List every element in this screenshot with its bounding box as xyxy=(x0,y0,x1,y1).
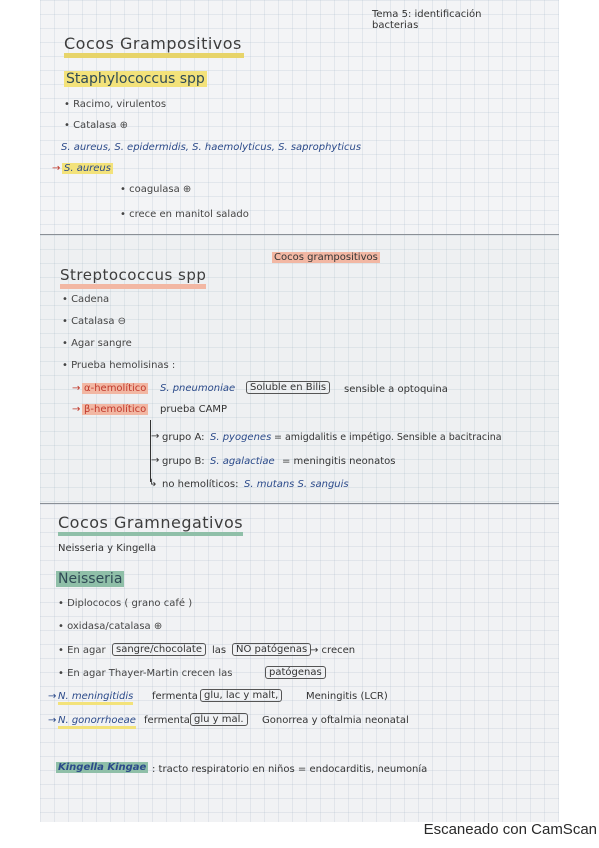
beta-hemolitico-label: β-hemolítico xyxy=(84,404,147,415)
staph-bullet-2: • Catalasa ⊕ xyxy=(64,120,129,131)
group-b-note: = meningitis neonatos xyxy=(282,456,396,467)
staphylococcus-heading: Staphylococcus spp xyxy=(66,71,205,87)
page-divider xyxy=(40,234,559,235)
meningitidis-sugars-box: glu, lac y malt, xyxy=(200,689,282,702)
strep-bullet-3: • Agar sangre xyxy=(62,338,132,349)
page-heading-grampositivos: Cocos grampositivos xyxy=(274,252,378,263)
aureus-label: S. aureus xyxy=(64,163,111,174)
gonorrhoeae-sugars-box: glu y mal. xyxy=(190,713,248,726)
alpha-species: S. pneumoniae xyxy=(160,383,236,394)
gonorrhoeae-ferments: fermenta xyxy=(144,715,190,726)
aureus-arrow: → xyxy=(52,163,61,174)
group-bracket-line xyxy=(150,420,151,482)
group-a-arrow: → xyxy=(151,431,160,442)
section-title-gramnegativos: Cocos Gramnegativos xyxy=(58,513,243,536)
streptococcus-heading: Streptococcus spp xyxy=(60,266,206,289)
kingella-description: : tracto respiratorio en niños = endocarditis, neumonía xyxy=(152,764,428,775)
section-title-grampositivos: Cocos Grampositivos xyxy=(64,34,244,58)
group-a-label: grupo A: xyxy=(162,432,205,443)
no-hemoliticos-arrow: ↳ xyxy=(149,478,158,489)
patogenas-box: patógenas xyxy=(265,666,326,679)
gonorrhoeae-species: N. gonorrhoeae xyxy=(58,715,136,729)
alpha-arrow: → xyxy=(72,383,81,394)
scanner-watermark: Escaneado con CamScan xyxy=(423,821,597,838)
group-b-arrow: → xyxy=(151,455,160,466)
meningitidis-ferments: fermenta xyxy=(152,691,198,702)
neisseria-bullet-3d: → crecen xyxy=(310,645,356,656)
group-b-species: S. agalactiae xyxy=(210,456,275,467)
no-hemoliticos-species: S. mutans S. sanguis xyxy=(244,479,349,490)
agar-sangre-box: sangre/chocolate xyxy=(112,643,206,656)
aureus-bullet-2: • crece en manitol salado xyxy=(120,209,249,220)
no-patogenas-box: NO patógenas xyxy=(232,643,311,656)
group-a-species: S. pyogenes xyxy=(210,432,272,443)
gonorrhoeae-disease: Gonorrea y oftalmia neonatal xyxy=(262,715,409,726)
alpha-hemolitico-label: α-hemolítico xyxy=(84,383,147,394)
group-b-label: grupo B: xyxy=(162,456,205,467)
meningitidis-species: N. meningitidis xyxy=(58,691,133,705)
topic-header: Tema 5: identificación bacterias xyxy=(372,9,482,31)
strep-bullet-4: • Prueba hemolisinas : xyxy=(62,360,176,371)
neisseria-bullet-4: • En agar Thayer-Martin crecen las xyxy=(58,668,233,679)
neisseria-bullet-1: • Diplococos ( grano café ) xyxy=(58,598,193,609)
alpha-note: sensible a optoquina xyxy=(344,384,448,395)
strep-bullet-1: • Cadena xyxy=(62,294,110,305)
neisseria-bullet-3a: • En agar xyxy=(58,645,106,656)
kingella-kingae-label: Kingella Kingae xyxy=(58,762,147,773)
beta-arrow: → xyxy=(72,404,81,415)
beta-note: prueba CAMP xyxy=(160,404,228,415)
meningitidis-arrow: → xyxy=(48,691,57,702)
aureus-bullet-1: • coagulasa ⊕ xyxy=(120,184,192,195)
gramnegativos-subtitle: Neisseria y Kingella xyxy=(58,543,157,554)
gonorrhoeae-arrow: → xyxy=(48,715,57,726)
neisseria-bullet-2: • oxidasa/catalasa ⊕ xyxy=(58,621,163,632)
neisseria-heading: Neisseria xyxy=(58,571,123,587)
staph-species-list: S. aureus, S. epidermidis, S. haemolyticus, S. saprophyticus xyxy=(61,142,362,153)
group-a-note: = amigdalitis e impétigo. Sensible a bacitracina xyxy=(274,432,502,443)
alpha-boxed-note: Soluble en Bilis xyxy=(246,381,330,394)
meningitidis-disease: Meningitis (LCR) xyxy=(306,691,388,702)
staph-bullet-1: • Racimo, virulentos xyxy=(64,99,167,110)
neisseria-bullet-3b: las xyxy=(212,645,227,656)
no-hemoliticos-label: no hemolíticos: xyxy=(162,479,239,490)
page-divider xyxy=(40,503,559,504)
strep-bullet-2: • Catalasa ⊖ xyxy=(62,316,127,327)
